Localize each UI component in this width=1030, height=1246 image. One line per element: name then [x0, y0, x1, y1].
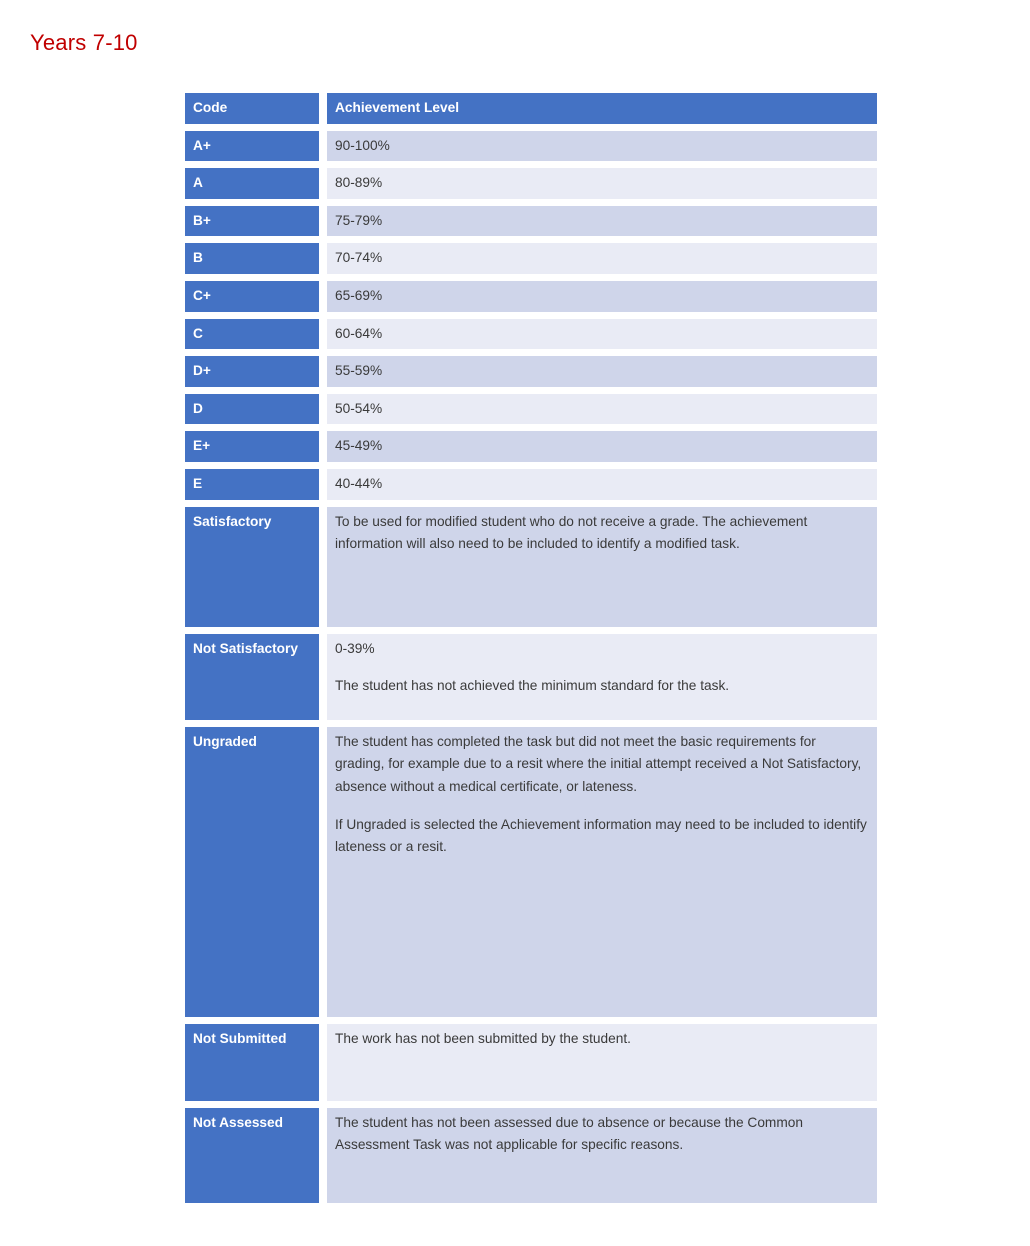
grade-table-container	[177, 86, 1030, 1210]
table-row	[185, 394, 877, 425]
table-row	[185, 281, 877, 312]
level-cell	[327, 394, 877, 425]
level-text: 50-54%	[335, 400, 383, 416]
level-cell	[327, 131, 877, 162]
table-row	[185, 469, 877, 500]
table-row	[185, 319, 877, 350]
level-cell	[327, 206, 877, 237]
code-cell: C+	[185, 281, 319, 312]
table-row	[185, 131, 877, 162]
table-row	[185, 431, 877, 462]
level-text: 70-74%	[335, 250, 383, 266]
level-cell	[327, 281, 877, 312]
table-row	[185, 206, 877, 237]
level-cell	[327, 243, 877, 274]
level-cell	[327, 168, 877, 199]
level-text: The work has not been submitted by the student.	[335, 1030, 631, 1046]
table-row	[185, 1024, 877, 1101]
code-cell: E	[185, 469, 319, 500]
code-cell: C	[185, 319, 319, 350]
code-cell: Not Assessed	[185, 1108, 319, 1203]
level-text: The student has not been assessed due to absence or because the Common Assessment Task was not applicable for specific reasons.	[335, 1114, 803, 1153]
table-row	[185, 356, 877, 387]
code-cell: Not Satisfactory	[185, 634, 319, 720]
code-cell: D+	[185, 356, 319, 387]
table-row	[185, 1108, 877, 1203]
table-header-row	[185, 93, 877, 124]
level-cell	[327, 356, 877, 387]
level-text: 80-89%	[335, 175, 383, 191]
level-cell	[327, 469, 877, 500]
page-title: Years 7-10	[30, 30, 138, 55]
level-text: The student has completed the task but did not meet the basic requirements for grading, for example due to a resit where the initial attempt received a Not Satisfactory, absence without a medical certificate, or lateness.	[335, 733, 862, 794]
table-row	[185, 168, 877, 199]
level-text: 75-79%	[335, 212, 383, 228]
level-text: 40-44%	[335, 476, 383, 492]
level-cell	[327, 507, 877, 627]
column-header-code: Code	[185, 93, 319, 124]
level-text: 65-69%	[335, 288, 383, 304]
level-cell	[327, 634, 877, 720]
level-text: If Ungraded is selected the Achievement information may need to be included to identify lateness or a resit.	[335, 816, 867, 855]
level-text: To be used for modified student who do not receive a grade. The achievement information will also need to be included to identify a modified task.	[335, 513, 808, 552]
table-row	[185, 634, 877, 720]
level-text: The student has not achieved the minimum standard for the task.	[335, 678, 730, 694]
level-text: 45-49%	[335, 438, 383, 454]
code-cell: A+	[185, 131, 319, 162]
level-text: 0-39%	[335, 640, 375, 656]
code-cell: E+	[185, 431, 319, 462]
level-text: 60-64%	[335, 325, 383, 341]
grade-table	[177, 86, 885, 1210]
level-text: 90-100%	[335, 137, 390, 153]
level-cell	[327, 319, 877, 350]
code-cell: B+	[185, 206, 319, 237]
level-cell	[327, 1024, 877, 1101]
table-row	[185, 243, 877, 274]
code-cell: Ungraded	[185, 727, 319, 1017]
code-cell: A	[185, 168, 319, 199]
code-cell: D	[185, 394, 319, 425]
table-row	[185, 507, 877, 627]
code-cell: B	[185, 243, 319, 274]
table-row	[185, 727, 877, 1017]
level-text: 55-59%	[335, 363, 383, 379]
column-header-achievement-level: Achievement Level	[327, 93, 877, 124]
code-cell: Satisfactory	[185, 507, 319, 627]
level-cell	[327, 1108, 877, 1203]
level-cell	[327, 727, 877, 1017]
code-cell: Not Submitted	[185, 1024, 319, 1101]
level-cell	[327, 431, 877, 462]
